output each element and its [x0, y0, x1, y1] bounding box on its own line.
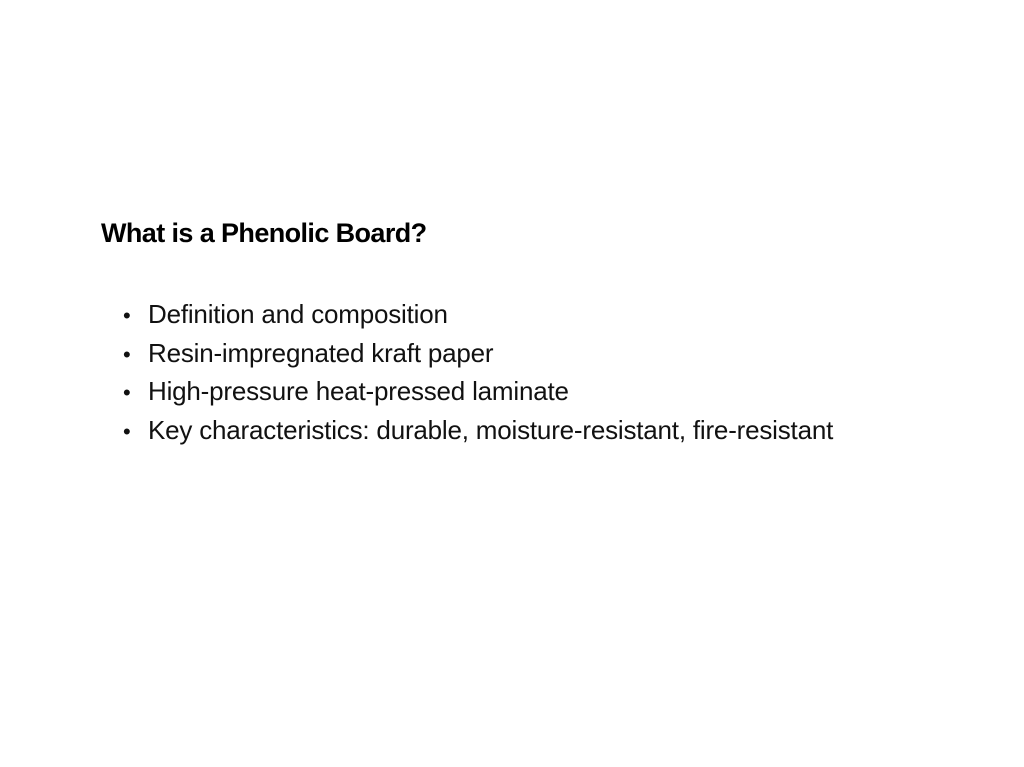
bullet-item: [123, 411, 833, 450]
slide-title: What is a Phenolic Board?: [101, 218, 427, 248]
bullet-item: [123, 295, 833, 334]
bullet-item: [123, 334, 833, 373]
bullet-item: [123, 372, 833, 411]
bullet-text: Definition and composition: [148, 299, 448, 329]
bullet-text: Resin-impregnated kraft paper: [148, 337, 494, 368]
bullet-icon: •: [123, 341, 131, 367]
bullet-icon: •: [123, 380, 131, 405]
bullet-icon: •: [123, 418, 131, 444]
bullet-text: Key characteristics: durable, moisture-resistant, fire-resistant: [148, 414, 834, 445]
bullet-text: High-pressure heat-pressed laminate: [148, 376, 569, 406]
bullet-list: [123, 295, 833, 449]
bullet-icon: •: [123, 303, 131, 328]
